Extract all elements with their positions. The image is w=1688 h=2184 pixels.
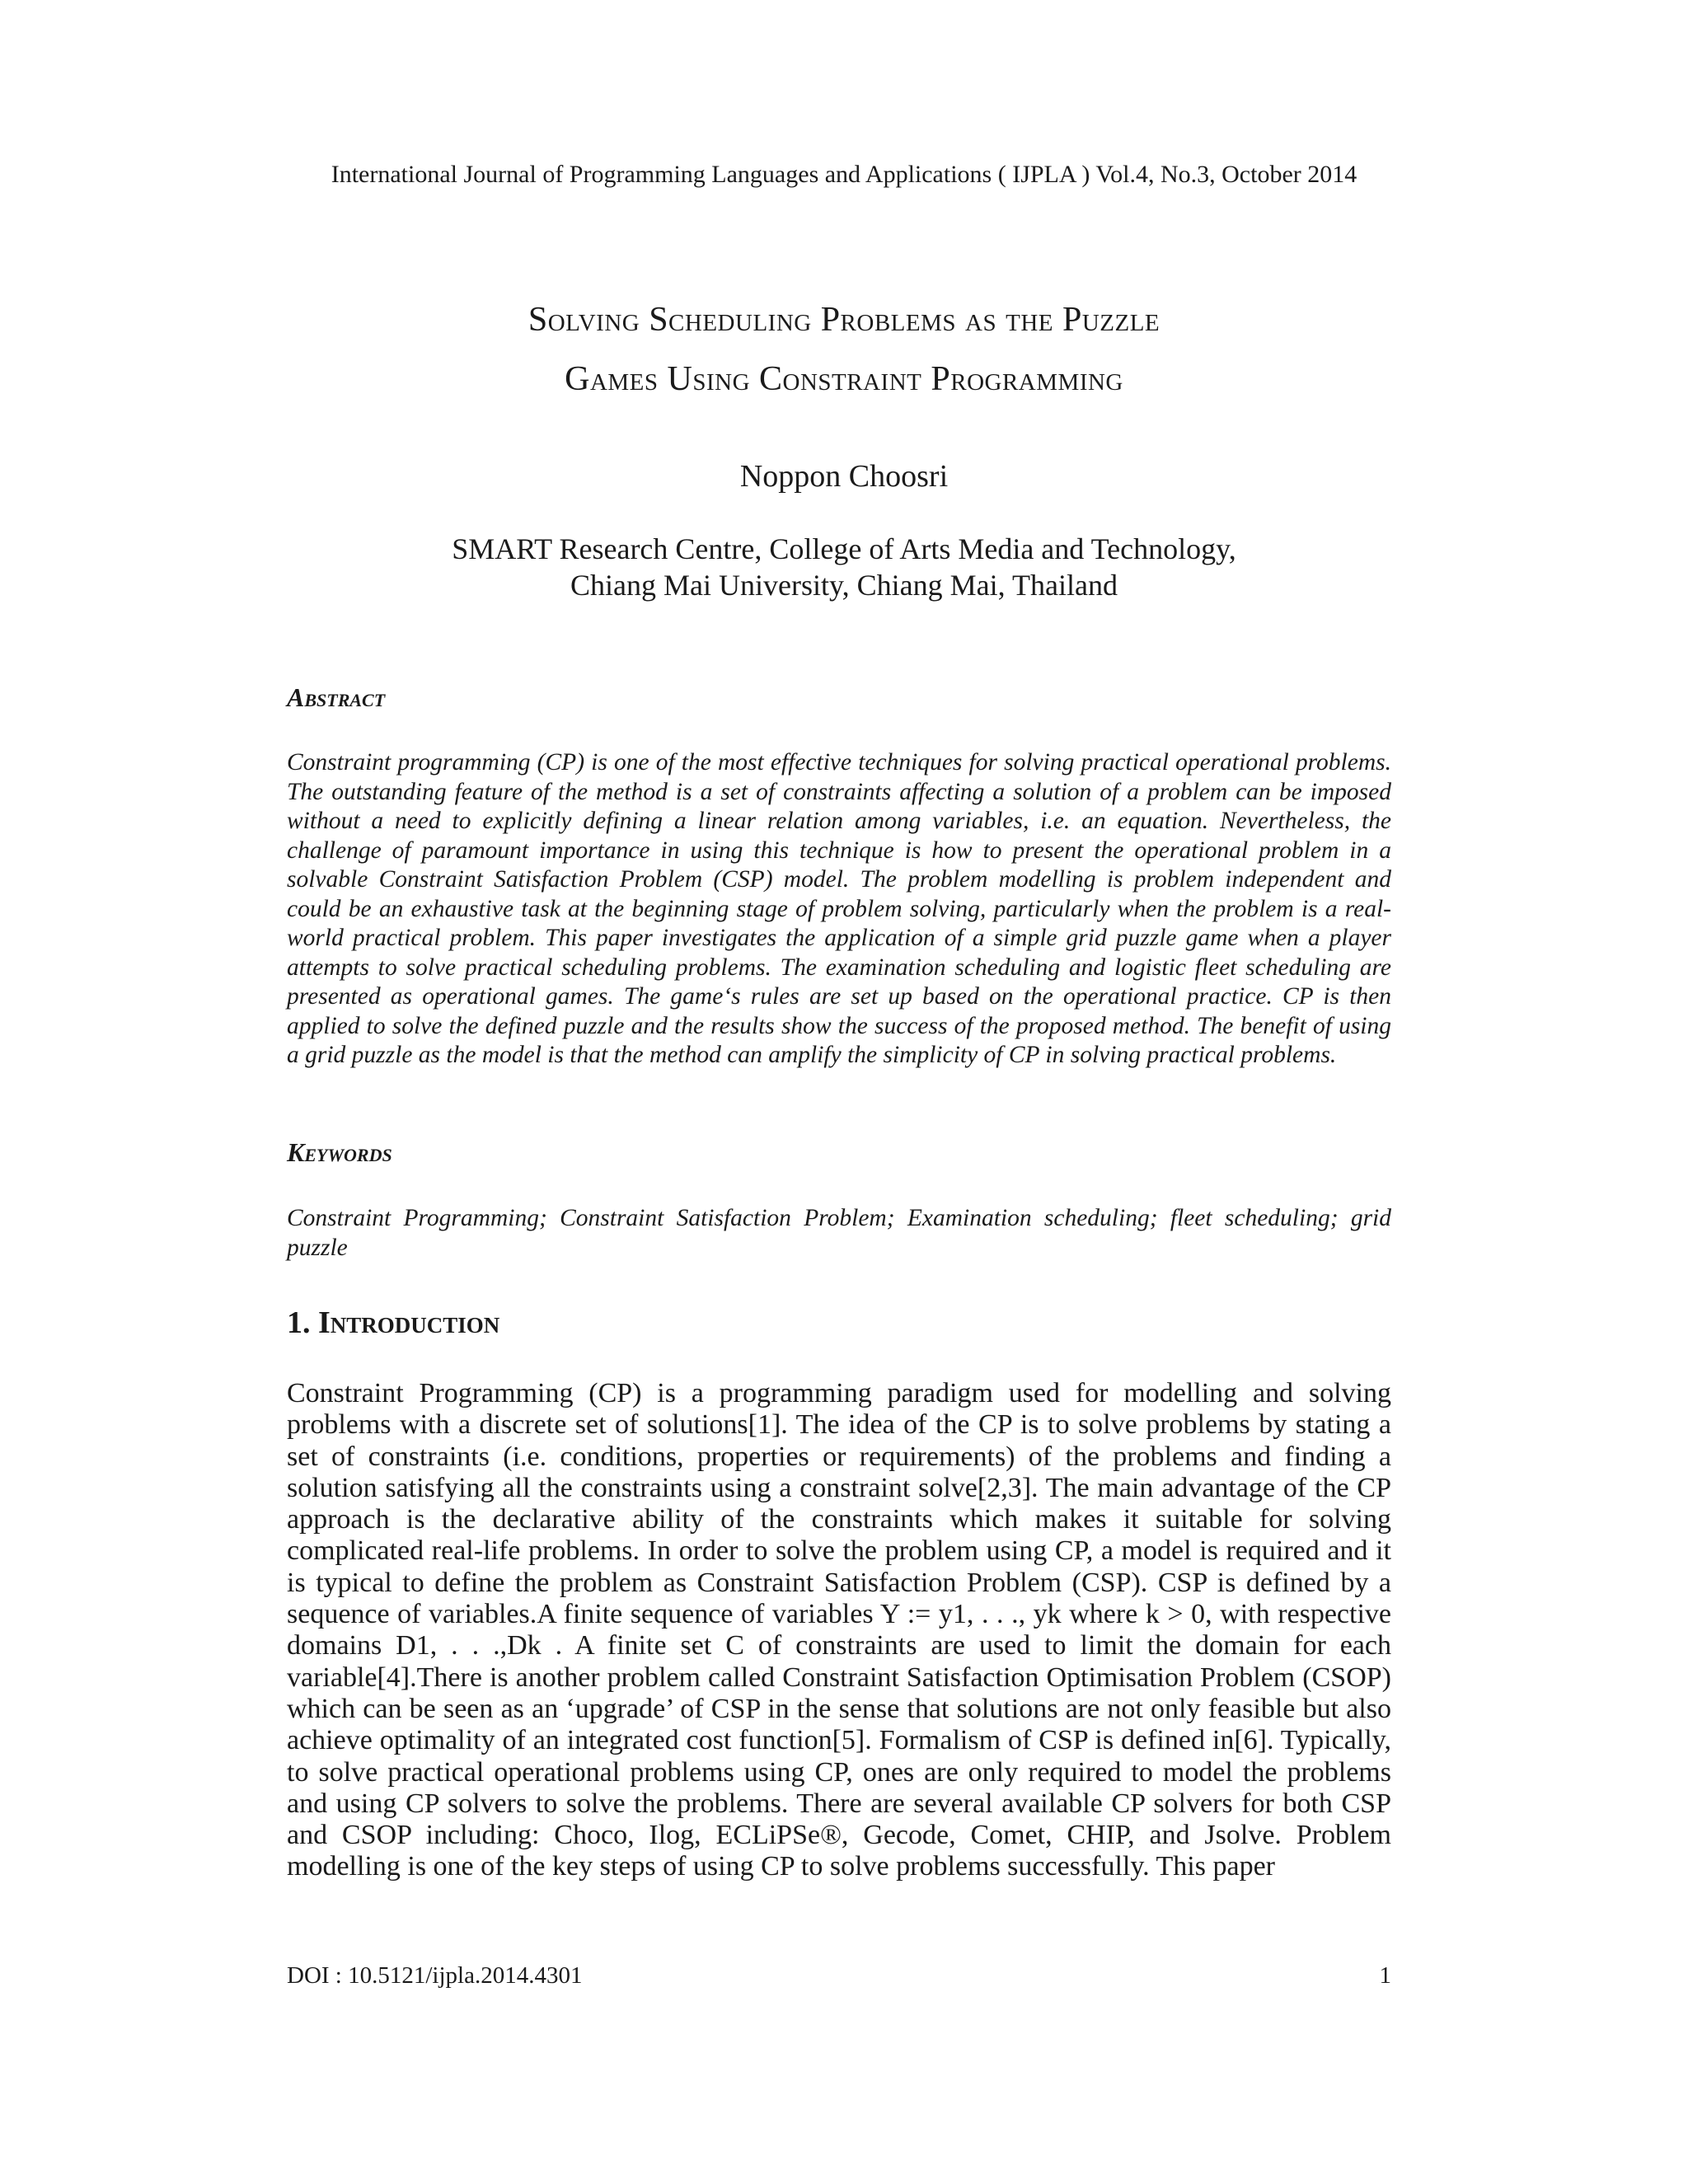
running-header: International Journal of Programming Languages and Applications ( IJPLA ) Vol.4, No.3, October 2014 [331,161,1357,188]
affiliation-line-2: Chiang Mai University, Chiang Mai, Thailand [570,569,1118,602]
paper-title [247,290,1441,409]
author-name: Noppon Choosri [739,459,949,494]
affiliation [0,531,1688,603]
paper-title-line-2: Games Using Constraint Programming [565,360,1123,398]
keywords-heading: Keywords [287,1137,392,1167]
page-number: 1 [1379,1962,1391,1989]
paper-title-line-1: Solving Scheduling Problems as the Puzzle [528,301,1160,339]
abstract-heading: Abstract [287,682,386,712]
keywords-text: Constraint Programming; Constraint Satisfaction Problem; Examination scheduling; fleet scheduling; grid puzzle [287,1205,1391,1261]
footer-doi: DOI : 10.5121/ijpla.2014.4301 [287,1962,583,1989]
abstract-text: Constraint programming (CP) is one of the most effective techniques for solving practical operational problems. The outstanding feature of the method is a set of constraints affecting a solution of a problem can be imposed without a need to explicitly defining a linear relation among variables, i.e. an equation. Nevertheless, the challenge of paramount importance in using this technique is how to present the operational problem in a solvable Constraint Satisfaction Problem (CSP) model. The problem modelling is problem independent and could be an exhaustive task at the beginning stage of problem solving, particularly when the problem is a real-world practical problem. This paper investigates the application of a simple grid puzzle game when a player attempts to solve practical scheduling problems. The examination scheduling and logistic fleet scheduling are presented as operational games. The game‘s rules are set up based on the operational practice. CP is then applied to solve the defined puzzle and the results show the success of the proposed method. The benefit of using a grid puzzle as the model is that the method can amplify the simplicity of CP in solving practical problems. [287,749,1391,1068]
introduction-text: Constraint Programming (CP) is a programming paradigm used for modelling and solving problems with a discrete set of solutions[1]. The idea of the CP is to solve problems by stating a set of constraints (i.e. conditions, properties or requirements) of the problems and finding a solution satisfying all the constraints using a constraint solve[2,3]. The main advantage of the CP approach is the declarative ability of the constraints which makes it suitable for solving complicated real-life problems. In order to solve the problem using CP, a model is required and it is typical to define the problem as Constraint Satisfaction Problem (CSP). CSP is defined by a sequence of variables.A finite sequence of variables Y := y1, . . ., yk where k > 0, with respective domains D1, . . .,Dk . A finite set C of constraints are used to limit the domain for each variable[4].There is another problem called Constraint Satisfaction Optimisation Problem (CSOP) which can be seen as an ‘upgrade’ of CSP in the sense that solutions are not only feasible but also achieve optimality of an integrated cost function[5]. Formalism of CSP is defined in[6]. Typically, to solve practical operational problems using CP, ones are only required to model the problems and using CP solvers to solve the problems. There are several available CP solvers for both CSP and CSOP including: Choco, Ilog, ECLiPSe®, Gecode, Comet, CHIP, and Jsolve. Problem modelling is one of the key steps of using CP to solve problems successfully. This paper [287,1378,1391,1882]
introduction-heading: 1. Introduction [287,1305,500,1340]
affiliation-line-1: SMART Research Centre, College of Arts Media and Technology, [452,532,1236,565]
